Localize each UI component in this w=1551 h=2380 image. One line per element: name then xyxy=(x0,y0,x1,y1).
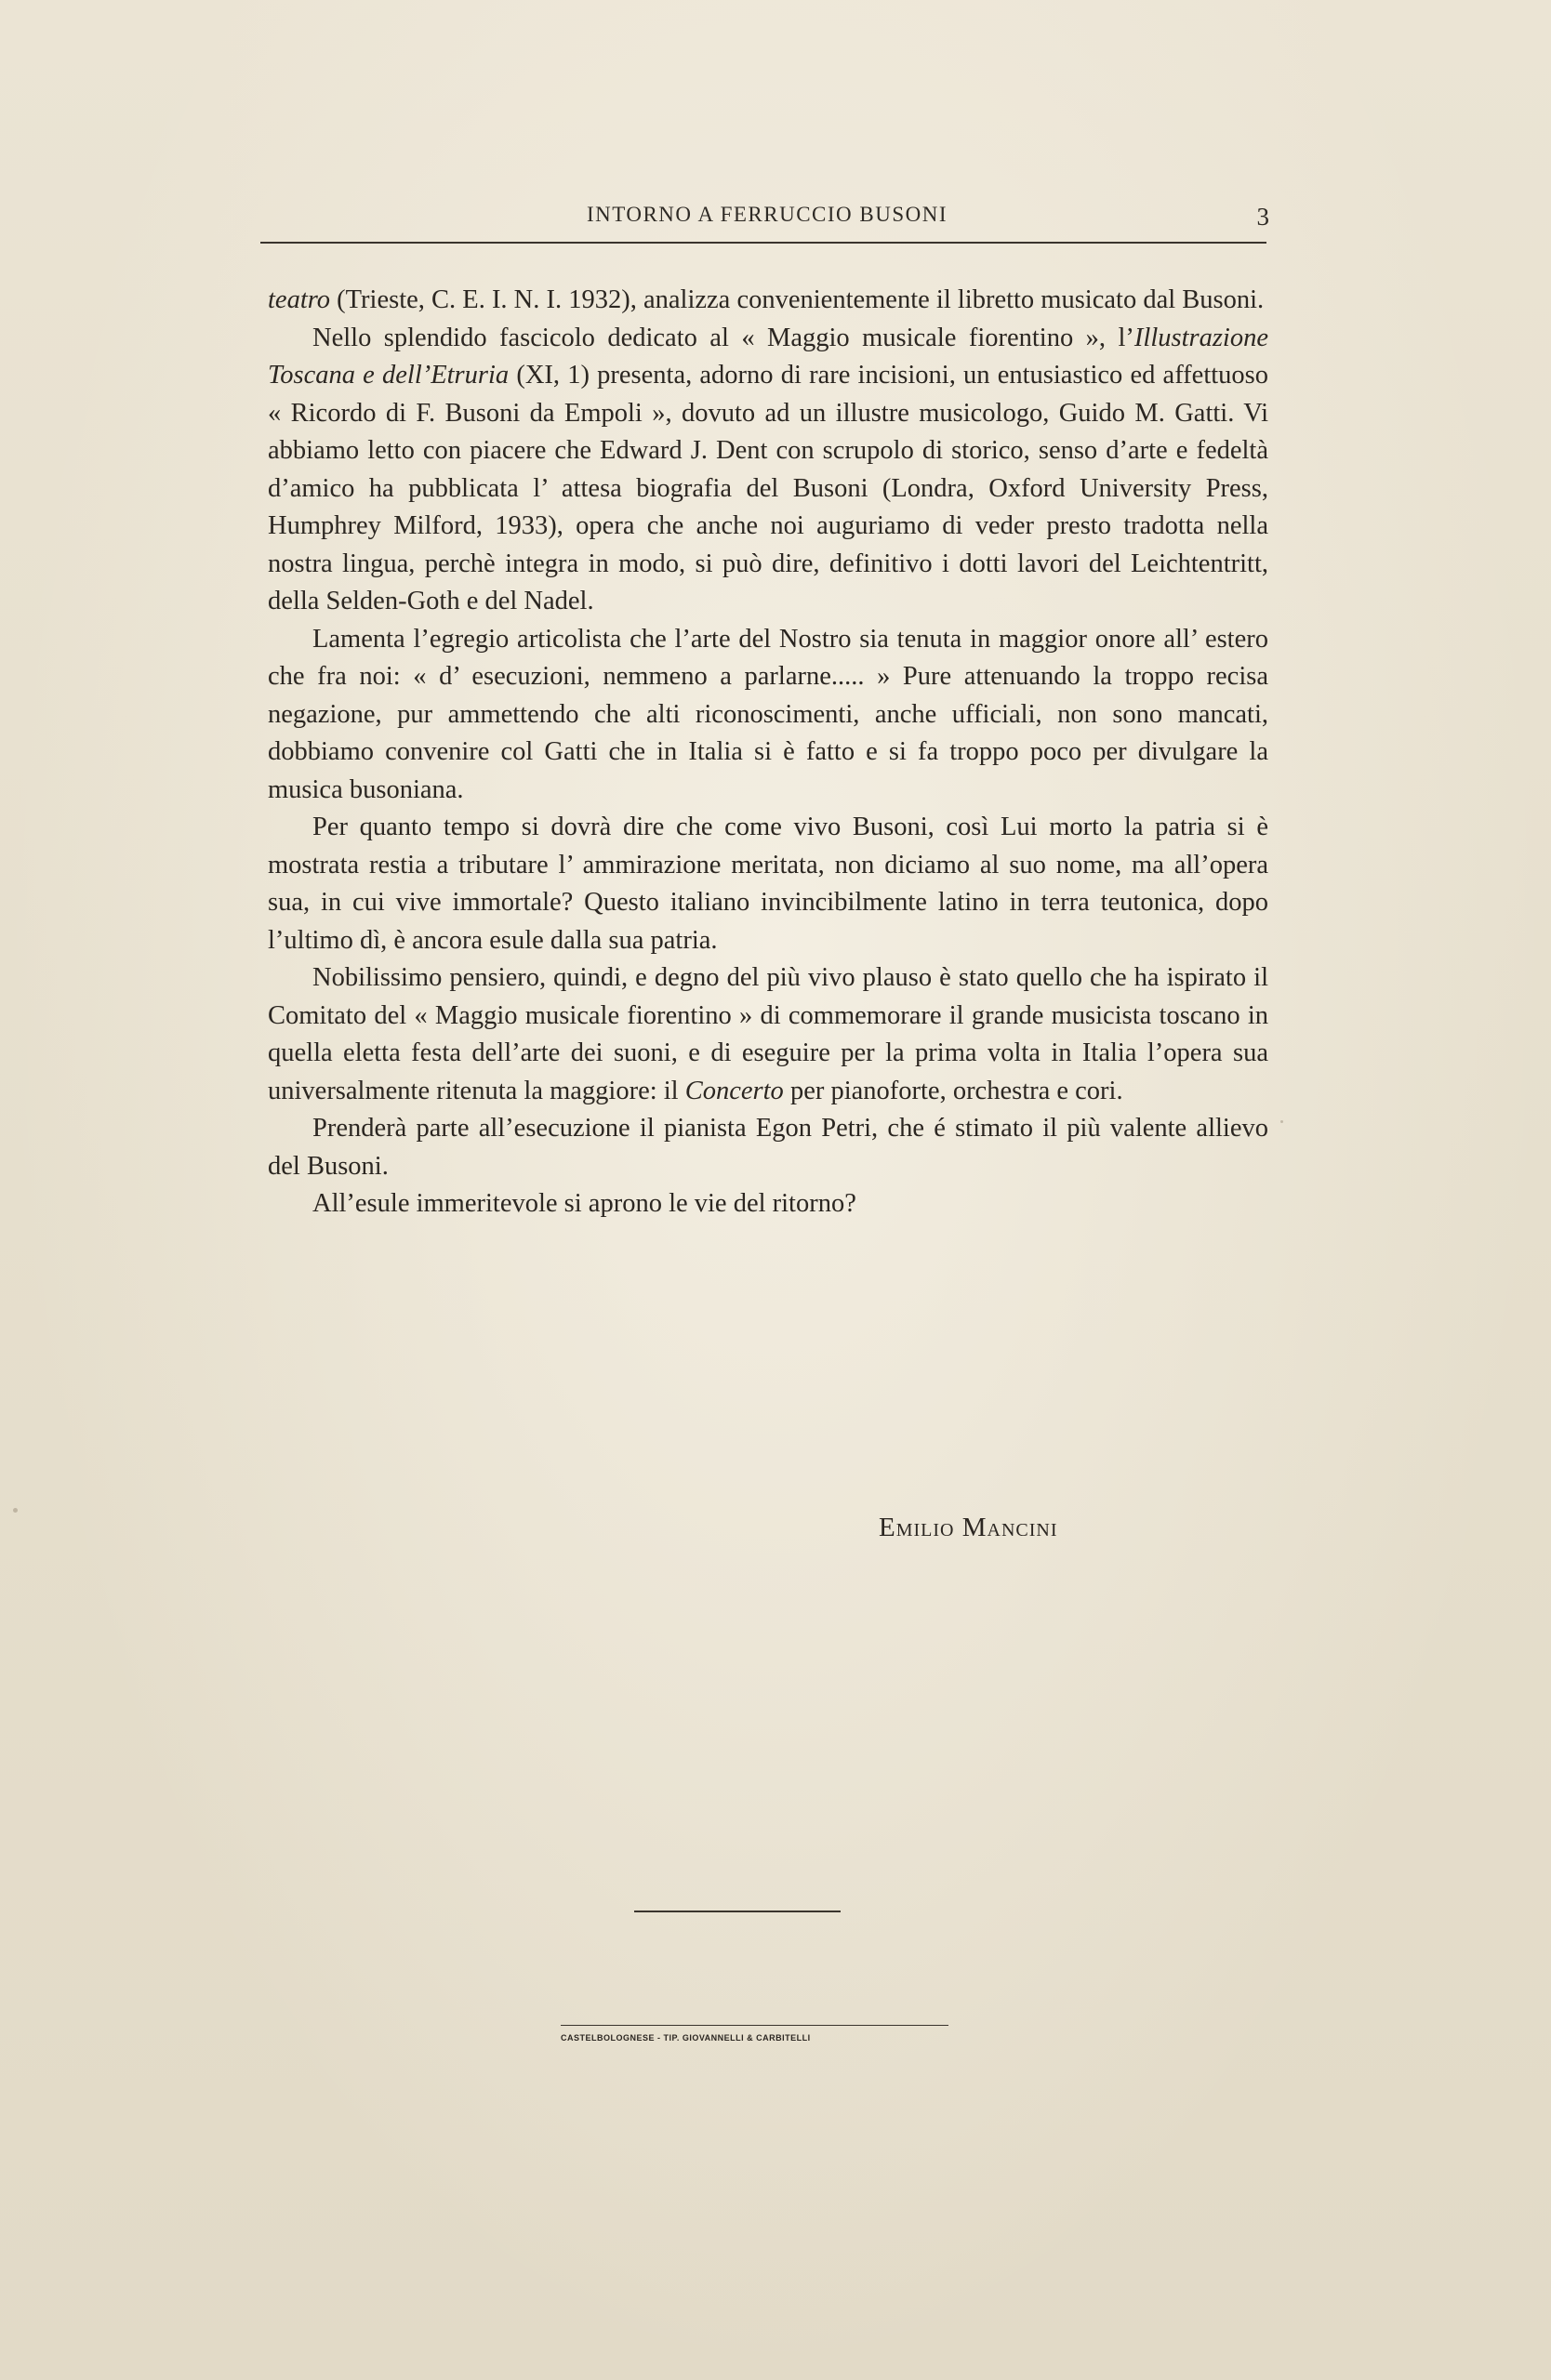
colophon-rule xyxy=(561,2025,948,2026)
paragraph xyxy=(268,809,1268,959)
paragraph-text: Per quanto tempo si dovrà dire che come vivo Busoni, così Lui morto la patria si è mostrata restia a tributare l’ ammirazione meritata, non diciamo al suo nome, ma all’opera sua, in cui vive immortale? Questo italiano invincibilmente latino in terra teutonica, dopo l’ultimo dì, è ancora esule dalla sua patria. xyxy=(268,813,1268,955)
page-number: 3 xyxy=(1256,203,1269,231)
paragraph-text: per pianoforte, orchestra e cori. xyxy=(783,1076,1123,1105)
paragraph xyxy=(268,320,1268,621)
italic-title-text: Concerto xyxy=(684,1076,784,1105)
paragraph-text: Lamenta l’egregio articolista che l’arte del Nostro sia tenuta in maggior onore all’ estero che fra noi: « d’ esecuzioni, nemmeno a parlarne..... » Pure attenuando la troppo recisa negazione, pur ammettendo che alti riconoscimenti, anche ufficiali, non sono mancati, dobbiamo convenire col Gatti che in Italia si è fatto e si fa troppo poco per divulgare la musica busoniana. xyxy=(268,624,1268,804)
end-rule xyxy=(634,1911,841,1912)
paper-spot xyxy=(1280,1120,1283,1123)
paragraph-text: Nobilissimo pensiero, quindi, e degno del più vivo plauso è stato quello che ha ispirato il Comitato del « Maggio musicale fiorentino » di commemorare il grande musicista toscano in quella eletta festa dell’arte dei suoni, e di eseguire per la prima volta in Italia l’opera sua universalmente ritenuta la maggiore: il xyxy=(268,963,1268,1105)
paragraph xyxy=(268,1110,1268,1185)
paragraph xyxy=(268,1185,1268,1223)
author-signature: Emilio Mancini xyxy=(879,1513,1058,1542)
paragraph-text: Prenderà parte all’esecuzione il pianista Egon Petri, che é stimato il più valente allievo del Busoni. xyxy=(268,1114,1268,1181)
paragraph-text: (XI, 1) presenta, adorno di rare incisioni, un entusiastico ed affettuoso « Ricordo di F. Busoni da Empoli », dovuto ad un illustre musicologo, Guido M. Gatti. Vi abbiamo letto con piacere che Edward J. Dent con scrupolo di storico, senso d’arte e fedeltà d’amico ha pubblicata l’ attesa biografia del Busoni (Londra, Oxford University Press, Humphrey Milford, 1933), opera che anche noi auguriamo di veder presto tradotta nella nostra lingua, perchè integra in modo, si può dire, definitivo i dotti lavori del Leichtentritt, della Selden-Goth e del Nadel. xyxy=(268,361,1268,615)
printer-colophon: CASTELBOLOGNESE - TIP. GIOVANNELLI & CARBITELLI xyxy=(561,2033,811,2043)
running-head xyxy=(265,203,1269,240)
paragraph xyxy=(268,282,1268,320)
paragraph-text: (Trieste, C. E. I. N. I. 1932), analizza convenientemente il libretto musicato dal Busoni. xyxy=(330,285,1265,314)
paragraph xyxy=(268,621,1268,810)
paragraph xyxy=(268,959,1268,1110)
body-text xyxy=(268,282,1268,1223)
header-rule xyxy=(260,242,1266,244)
paragraph-text: Nello splendido fascicolo dedicato al « Maggio musicale fiorentino », l’ xyxy=(312,323,1134,352)
italic-title-text: teatro xyxy=(268,285,331,314)
paragraph-text: All’esule immeritevole si aprono le vie del ritorno? xyxy=(312,1189,856,1218)
paper-spot xyxy=(13,1508,18,1513)
italic-title-text: Illustrazione Toscana e dell’Etruria xyxy=(268,323,1268,390)
running-title: INTORNO A FERRUCCIO BUSONI xyxy=(586,203,948,226)
